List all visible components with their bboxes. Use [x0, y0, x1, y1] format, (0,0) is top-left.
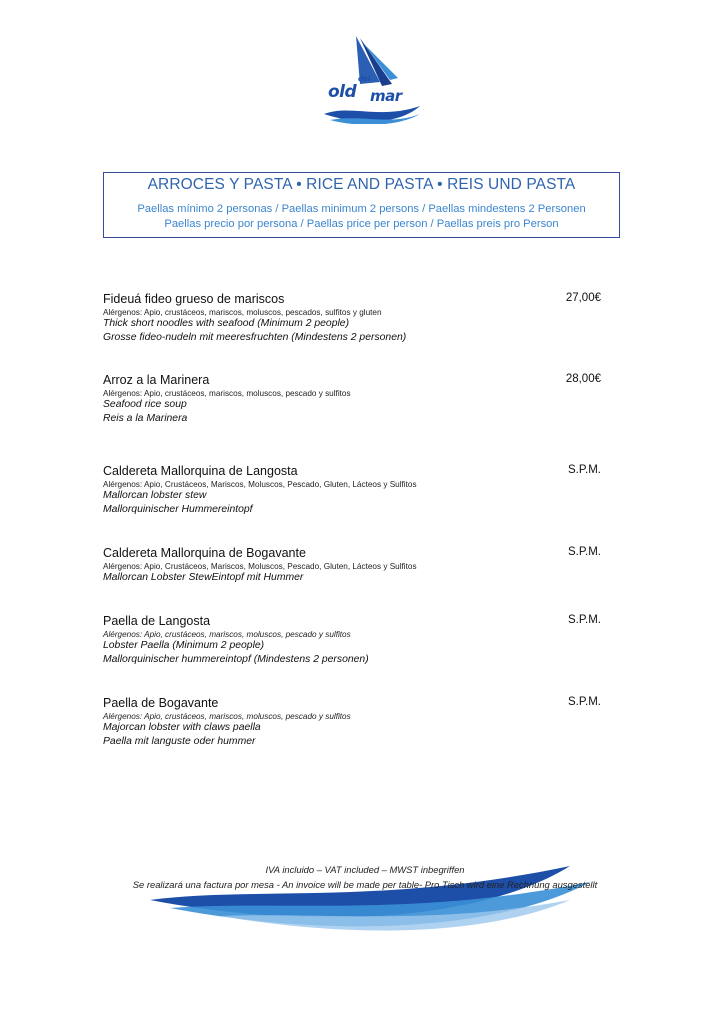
section-note-price: Paellas precio por persona / Paellas price per person / Paellas preis pro Person	[164, 218, 559, 230]
menu-item	[103, 464, 603, 517]
item-allergens: Alérgenos: Apio, Crustáceos, Mariscos, Moluscos, Pescado, Gluten, Lácteos y Sulfitos	[103, 562, 417, 571]
sailboat-logo-icon	[320, 34, 424, 124]
item-price: S.P.M.	[567, 614, 601, 626]
item-description-en: Mallorcan lobster stew	[103, 490, 207, 501]
logo-word-del: del	[358, 75, 371, 83]
item-description-en: Thick short noodles with seafood (Minimum 2 people)	[103, 318, 350, 329]
item-price: S.P.M.	[567, 546, 601, 558]
section-title: ARROCES Y PASTA • RICE AND PASTA • REIS UND PASTA	[147, 176, 576, 193]
item-allergens: Alérgenos: Apio, Crustáceos, Mariscos, Moluscos, Pescado, Gluten, Lácteos y Sulfitos	[103, 480, 417, 489]
menu-item	[103, 614, 603, 667]
item-price: 28,00€	[565, 373, 601, 385]
item-description-en: Majorcan lobster with claws paella	[103, 722, 261, 733]
menu-item	[103, 696, 603, 749]
footer	[130, 856, 600, 936]
menu-item	[103, 546, 603, 585]
item-description-de: Grosse fideo-nudeln mit meeresfruchten (Mindestens 2 personen)	[103, 332, 407, 343]
item-allergens: Alérgenos: Apio, crustáceos, mariscos, moluscos, pescado y sulfitos	[103, 712, 351, 721]
item-name: Arroz a la Marinera	[103, 373, 210, 387]
logo	[320, 34, 424, 124]
logo-word-old: old	[328, 82, 357, 102]
item-name: Caldereta Mallorquina de Langosta	[103, 464, 298, 478]
menu-item	[103, 292, 603, 345]
footer-vat-note: IVA incluido – VAT included – MWST inbegriffen	[265, 864, 465, 875]
item-name: Paella de Bogavante	[103, 696, 219, 710]
logo-word-mar: mar	[370, 87, 402, 105]
footer-invoice-note: Se realizará una factura por mesa - An invoice will be made per table- Pro Tisch wird eine Rechnung ausgestellt	[132, 879, 598, 890]
item-allergens: Alérgenos: Apio, crustáceos, mariscos, moluscos, pescado y sulfitos	[103, 389, 351, 398]
item-allergens: Alérgenos: Apio, crustáceos, mariscos, moluscos, pescados, sulfitos y gluten	[103, 308, 382, 317]
item-price: 27,00€	[565, 292, 601, 304]
item-name: Fideuá fideo grueso de mariscos	[103, 292, 285, 306]
item-description-de: Reis a la Marinera	[103, 413, 188, 424]
item-description-de: Paella mit languste oder hummer	[103, 736, 256, 747]
item-description-en: Seafood rice soup	[103, 399, 187, 410]
section-note-minimum: Paellas mínimo 2 personas / Paellas minimum 2 persons / Paellas mindestens 2 Personen	[137, 203, 586, 215]
menu-item	[103, 373, 603, 426]
item-name: Caldereta Mallorquina de Bogavante	[103, 546, 306, 560]
item-description-de: Mallorquinischer Hummereintopf	[103, 504, 253, 515]
item-price: S.P.M.	[567, 464, 601, 476]
item-allergens: Alérgenos: Apio, crustáceos, mariscos, moluscos, pescado y sulfitos	[103, 630, 351, 639]
item-description-de: Mallorquinischer hummereintopf (Mindestens 2 personen)	[103, 654, 369, 665]
item-description-en: Lobster Paella (Minimum 2 people)	[103, 640, 265, 651]
section-header	[103, 172, 620, 238]
item-name: Paella de Langosta	[103, 614, 211, 628]
item-price: S.P.M.	[567, 696, 601, 708]
item-description-en: Mallorcan Lobster StewEintopf mit Hummer	[103, 572, 304, 583]
